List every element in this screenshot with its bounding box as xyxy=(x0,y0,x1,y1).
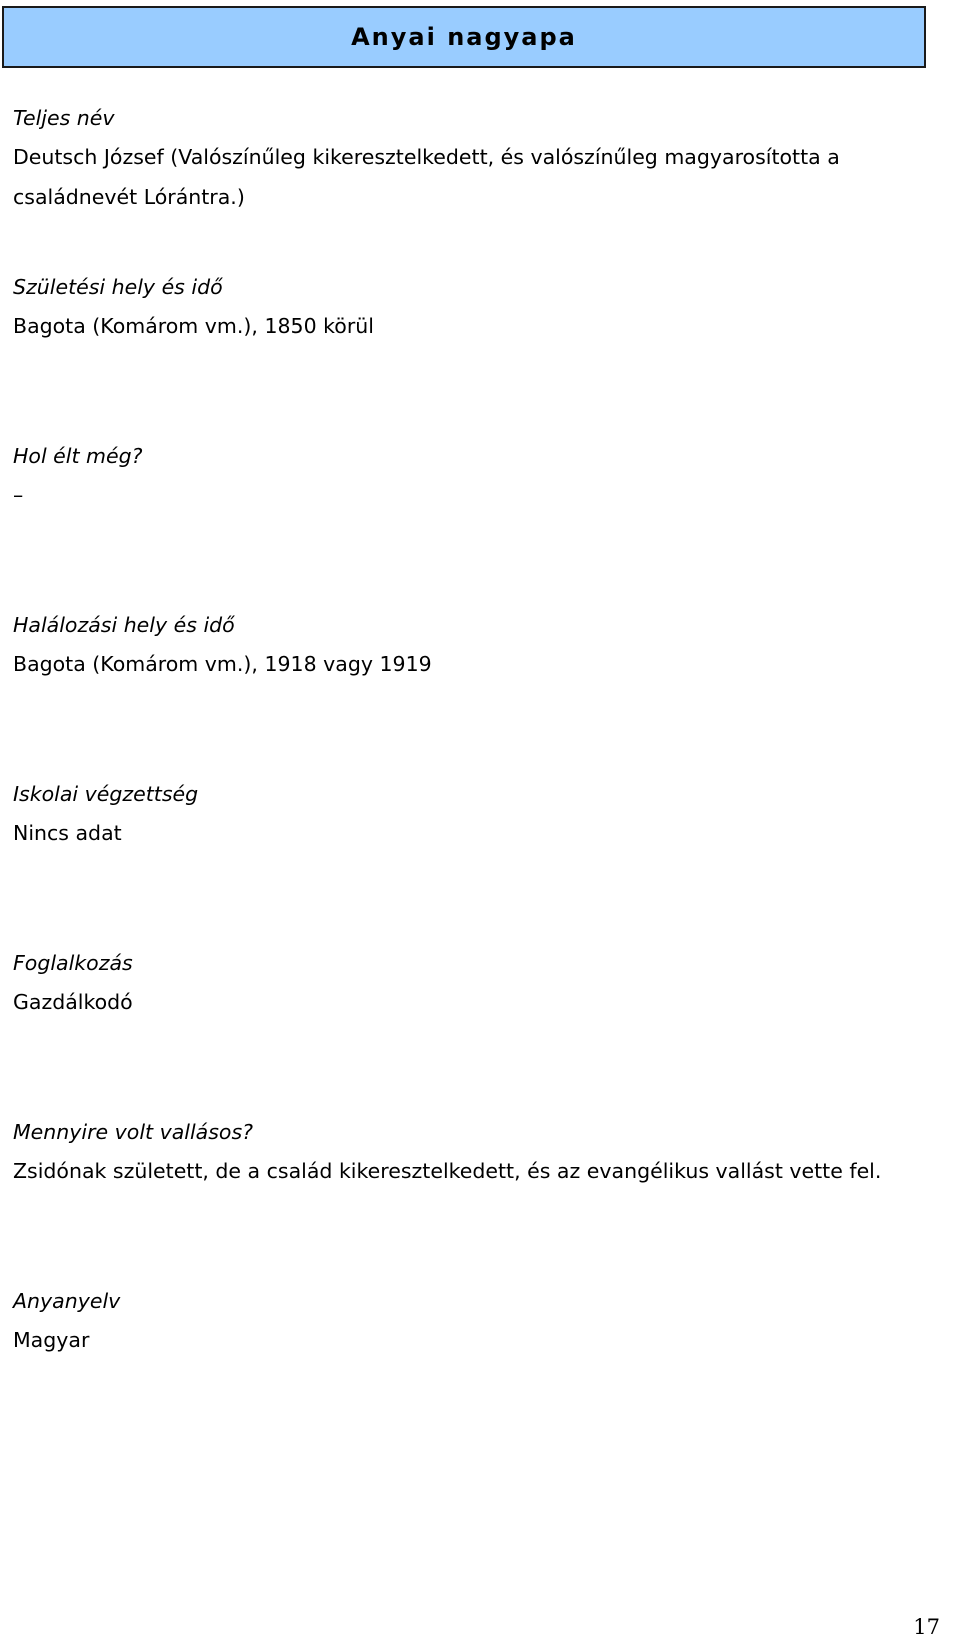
field-value-death: Bagota (Komárom vm.), 1918 vagy 1919 xyxy=(13,652,432,676)
field-value-other-residence: – xyxy=(13,483,24,507)
field-label-birth: Születési hely és idő xyxy=(13,275,223,299)
field-label-occupation: Foglalkozás xyxy=(13,951,133,975)
field-value-education: Nincs adat xyxy=(13,821,122,845)
field-value-mother-tongue: Magyar xyxy=(13,1328,90,1352)
field-value-birth: Bagota (Komárom vm.), 1850 körül xyxy=(13,314,374,338)
field-label-full-name: Teljes név xyxy=(13,106,115,130)
field-value-full-name: Deutsch József (Valószínűleg kikeresztelkedett, és valószínűleg magyarosította a családnevét Lórántra.) xyxy=(13,145,840,209)
field-label-education: Iskolai végzettség xyxy=(13,782,199,806)
field-label-mother-tongue: Anyanyelv xyxy=(13,1289,121,1313)
field-label-other-residence: Hol élt még? xyxy=(13,444,143,468)
section-title-box xyxy=(2,6,926,68)
field-value-occupation: Gazdálkodó xyxy=(13,990,133,1014)
field-value-religiousness: Zsidónak született, de a család kikeresztelkedett, és az evangélikus vallást vette fel. xyxy=(13,1159,882,1183)
page-number: 17 xyxy=(913,1615,940,1639)
field-label-death: Halálozási hely és idő xyxy=(13,613,235,637)
section-title: Anyai nagyapa xyxy=(351,23,577,51)
field-label-religiousness: Mennyire volt vallásos? xyxy=(13,1120,254,1144)
